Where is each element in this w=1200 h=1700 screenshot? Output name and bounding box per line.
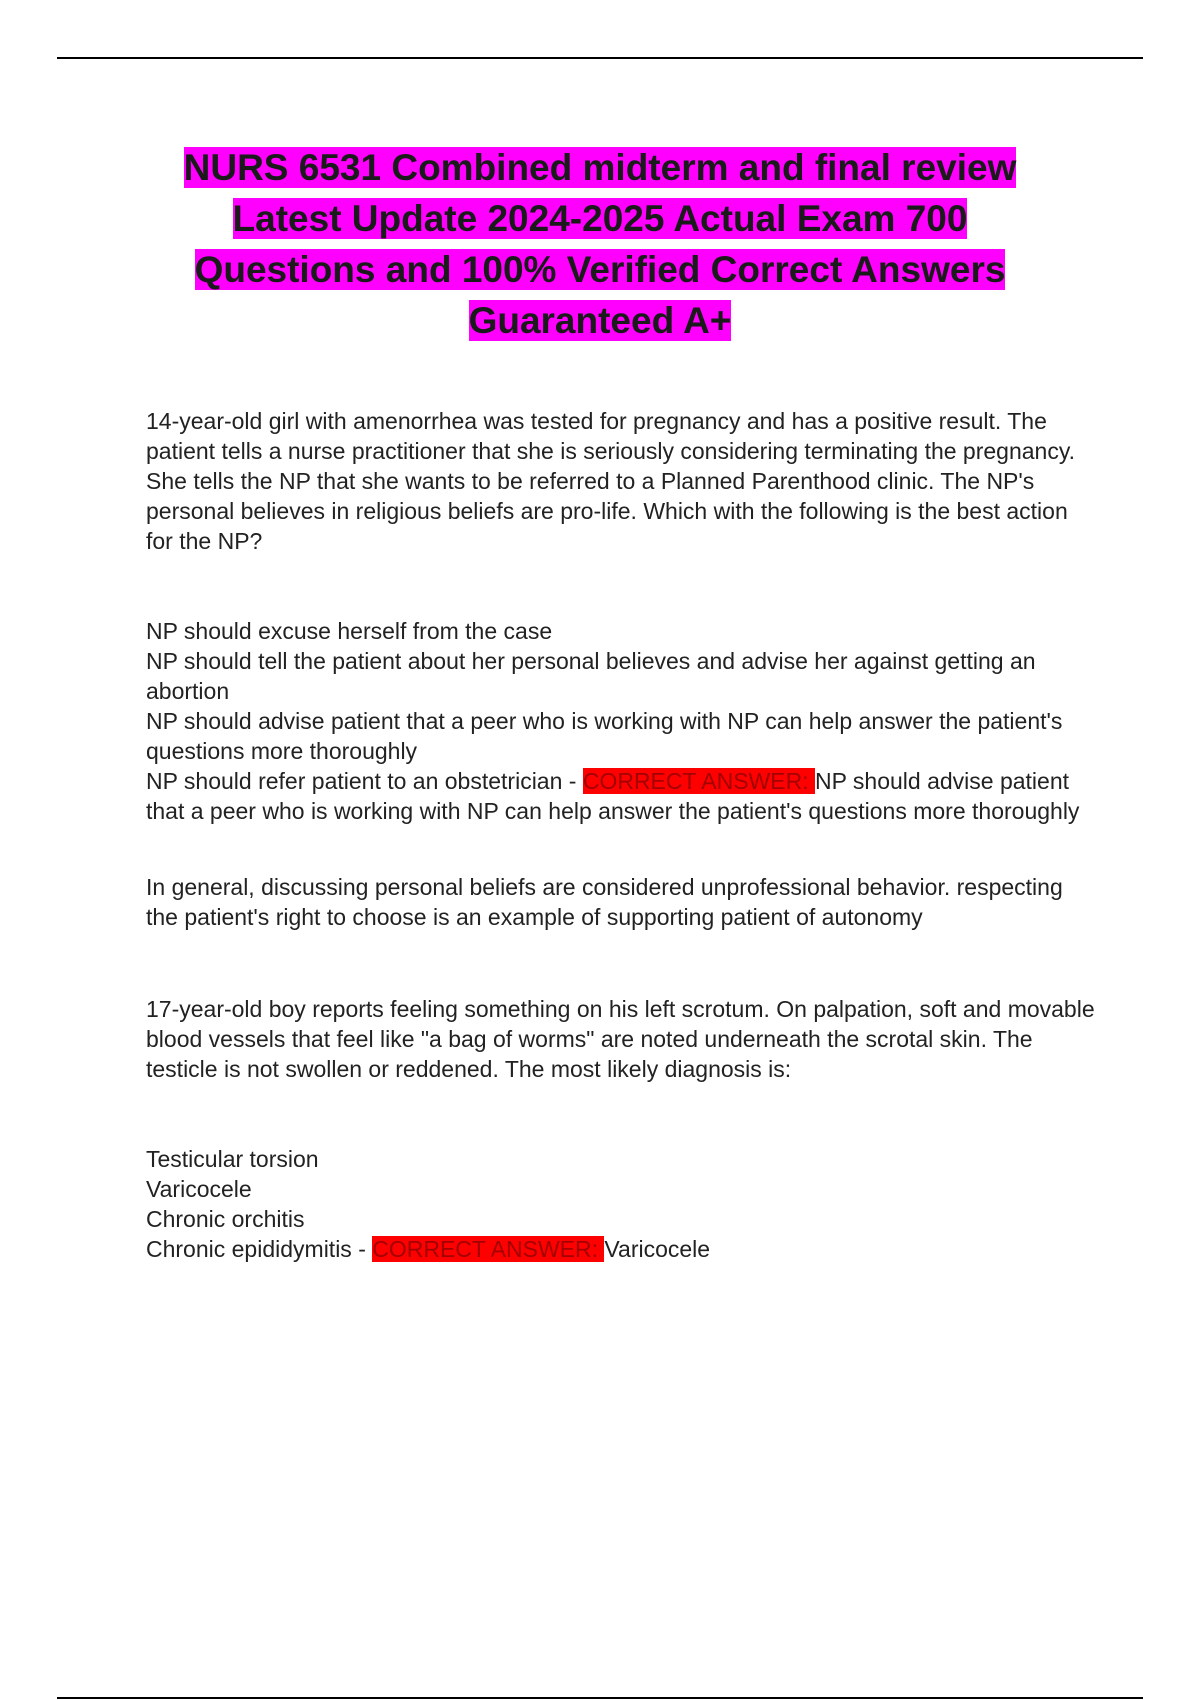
document-body [146,406,1096,1264]
title-line-1: NURS 6531 Combined midterm and final review [183,147,1017,188]
answer-option: NP should advise patient that a peer who is working with NP can help answer the patient's questions more thoroughly [146,708,1063,764]
answer-option-text: Chronic epididymitis - [146,1236,373,1262]
title-line-3: Questions and 100% Verified Correct Answers [194,249,1006,290]
correct-answer-text: NP should advise patient that a peer who is working with NP can help answer the patient's questions more thoroughly [146,768,1080,824]
correct-answer-badge: CORRECT ANSWER: [372,1236,605,1262]
question-text: 14-year-old girl with amenorrhea was tested for pregnancy and has a positive result. The patient tells a nurse practitioner that she is seriously considering terminating the pregnancy. She tells the NP that she wants to be referred to a Planned Parenthood clinic. The NP's personal believes in religious beliefs are pro-life. Which with the following is the best action for the NP? [146,408,1076,554]
answer-option: Varicocele [146,1176,252,1202]
answer-option-with-correct [146,766,1096,826]
correct-answer-text: Varicocele [604,1236,711,1262]
bottom-rule [57,1697,1143,1699]
answer-option: Chronic orchitis [146,1206,305,1232]
rationale-text: In general, discussing personal beliefs are considered unprofessional behavior. respecting the patient's right to choose is an example of supporting patient of autonomy [146,874,1063,930]
answer-option: NP should excuse herself from the case [146,618,553,644]
title-line-4: Guaranteed A+ [468,300,732,341]
answer-option-text: NP should refer patient to an obstetrician - [146,768,583,794]
answer-option-with-correct [146,1234,1096,1264]
answer-option: NP should tell the patient about her personal believes and advise her against getting an abortion [146,648,1036,704]
answer-option: Testicular torsion [146,1146,319,1172]
document-title [120,142,1080,346]
correct-answer-badge: CORRECT ANSWER: [582,768,815,794]
question-block-2 [146,994,1096,1264]
question-block-1 [146,406,1096,932]
question-text: 17-year-old boy reports feeling something on his left scrotum. On palpation, soft and movable blood vessels that feel like "a bag of worms" are noted underneath the scrotal skin. The testicle is not swollen or reddened. The most likely diagnosis is: [146,996,1095,1082]
top-rule [57,57,1143,59]
title-line-2: Latest Update 2024-2025 Actual Exam 700 [232,198,968,239]
